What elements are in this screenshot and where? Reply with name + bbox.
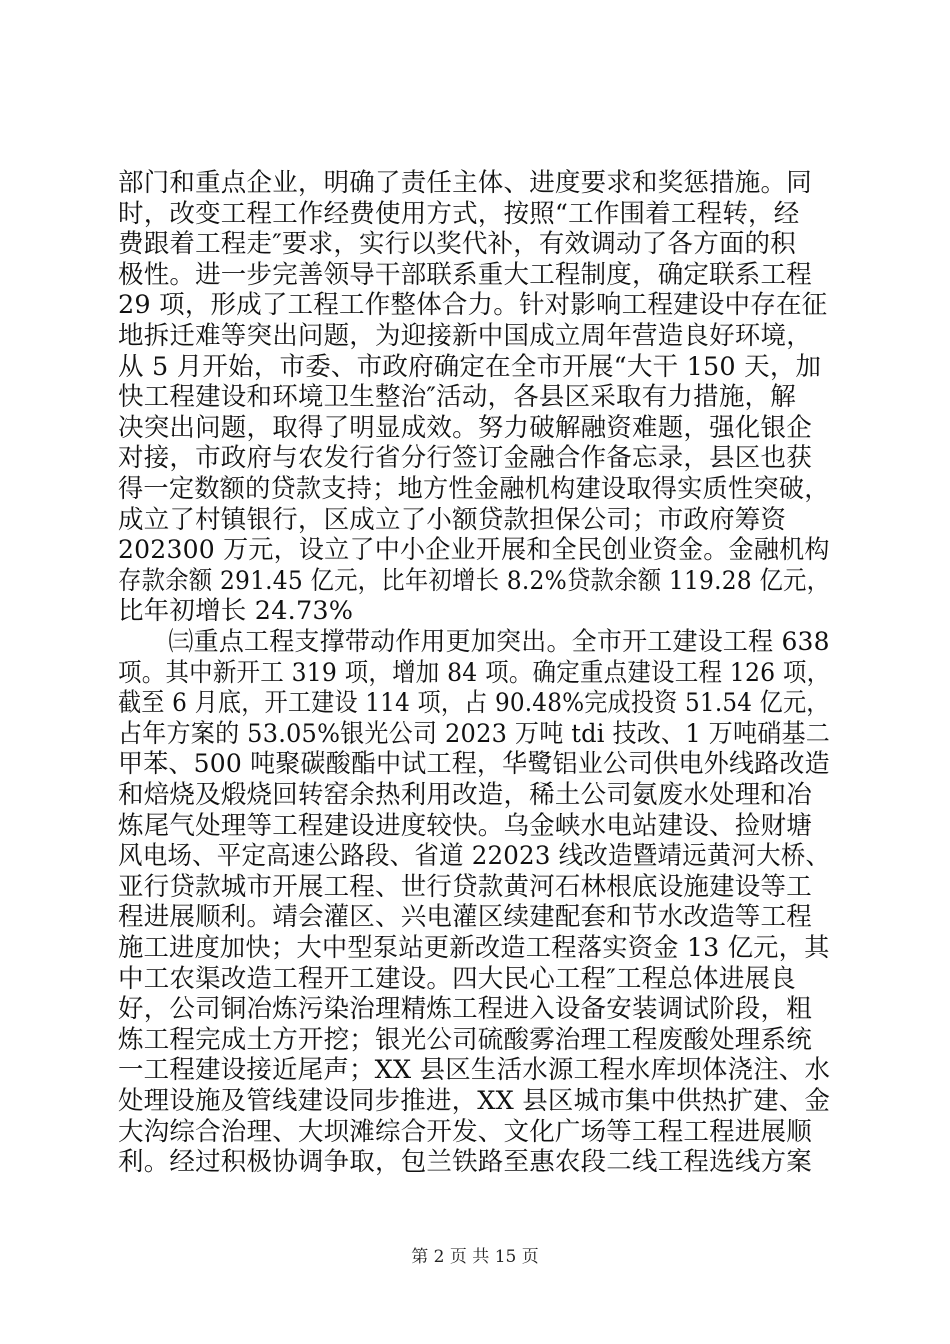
text-line: 截至 6 月底，开工建设 114 项，占 90.48%完成投资 51.54 亿元， <box>118 688 830 719</box>
text-line: 炼工程完成土方开挖；银光公司硫酸雾治理工程废酸处理系统 <box>118 1024 812 1055</box>
page-number-footer: 第 2 页 共 15 页 <box>411 1247 539 1267</box>
text-line: 29 项，形成了工程工作整体合力。针对影响工程建设中存在征 <box>118 290 828 321</box>
text-line: 成立了村镇银行，区成立了小额贷款担保公司；市政府筹资 <box>118 504 787 535</box>
text-line: 程进展顺利。靖会灌区、兴电灌区续建配套和节水改造等工程 <box>118 902 812 933</box>
text-line: 时，改变工程工作经费使用方式，按照“工作围着工程转，经 <box>118 198 800 229</box>
text-line: 极性。进一步完善领导干部联系重大工程制度，确定联系工程 <box>118 259 812 290</box>
text-line: 费跟着工程走″要求，实行以奖代补，有效调动了各方面的积 <box>118 229 796 260</box>
text-line: 比年初增长 24.73% <box>118 596 354 627</box>
text-line: 快工程建设和环境卫生整治″活动，各县区采取有力措施，解 <box>118 382 796 413</box>
text-line: 项。其中新开工 319 项，增加 84 项。确定重点建设工程 126 项， <box>118 657 831 688</box>
text-line: 好，公司铜冶炼污染治理精炼工程进入设备安装调试阶段，粗 <box>118 994 812 1025</box>
text-line: 处理设施及管线建设同步推进，XX 县区城市集中供热扩建、金 <box>118 1086 831 1116</box>
text-line: 决突出问题，取得了明显成效。努力破解融资难题，强化银企 <box>118 412 812 443</box>
text-line: 施工进度加快；大中型泵站更新改造工程落实资金 13 亿元，其 <box>118 933 830 963</box>
text-line: 和焙烧及煅烧回转窑余热利用改造，稀土公司氨废水处理和冶 <box>118 780 812 810</box>
text-line: 甲苯、500 吨聚碳酸酯中试工程，华鹭铝业公司供电外线路改造 <box>118 749 830 780</box>
text-line: 大沟综合治理、大坝滩综合开发、文化广场等工程工程进展顺 <box>118 1116 812 1147</box>
text-line: 一工程建设接近尾声；XX 县区生活水源工程水库坝体浇注、水 <box>118 1055 831 1086</box>
text-line: 从 5 月开始，市委、市政府确定在全市开展“大干 150 天，加 <box>118 351 822 382</box>
text-line: 利。经过积极协调争取，包兰铁路至惠农段二线工程选线方案 <box>118 1147 812 1178</box>
text-line: 202300 万元，设立了中小企业开展和全民创业资金。金融机构 <box>118 535 830 566</box>
text-line: 占年方案的 53.05%银光公司 2023 万吨 tdi 技改、1 万吨硝基二 <box>118 718 831 749</box>
text-line: 得一定数额的贷款支持；地方性金融机构建设取得实质性突破， <box>118 474 830 504</box>
text-line: 地拆迁难等突出问题，为迎接新中国成立周年营造良好环境， <box>118 321 812 351</box>
text-line: 部门和重点企业，明确了责任主体、进度要求和奖惩措施。同 <box>118 168 812 198</box>
text-line: 存款余额 291.45 亿元，比年初增长 8.2%贷款余额 119.28 亿元， <box>118 565 831 596</box>
text-line: 风电场、平定高速公路段、省道 22023 线改造暨靖远黄河大桥、 <box>118 841 831 872</box>
text-line: 对接，市政府与农发行省分行签订金融合作备忘录，县区也获 <box>118 443 812 474</box>
text-line: 中工农渠改造工程开工建设。四大民心工程″工程总体进展良 <box>118 963 796 994</box>
text-line: 炼尾气处理等工程建设进度较快。乌金峡水电站建设、捡财塘 <box>118 810 812 841</box>
text-line: 亚行贷款城市开展工程、世行贷款黄河石林根底设施建设等工 <box>118 871 812 902</box>
paragraph-start-line: ㈢重点工程支撑带动作用更加突出。全市开工建设工程 638 <box>118 627 830 657</box>
